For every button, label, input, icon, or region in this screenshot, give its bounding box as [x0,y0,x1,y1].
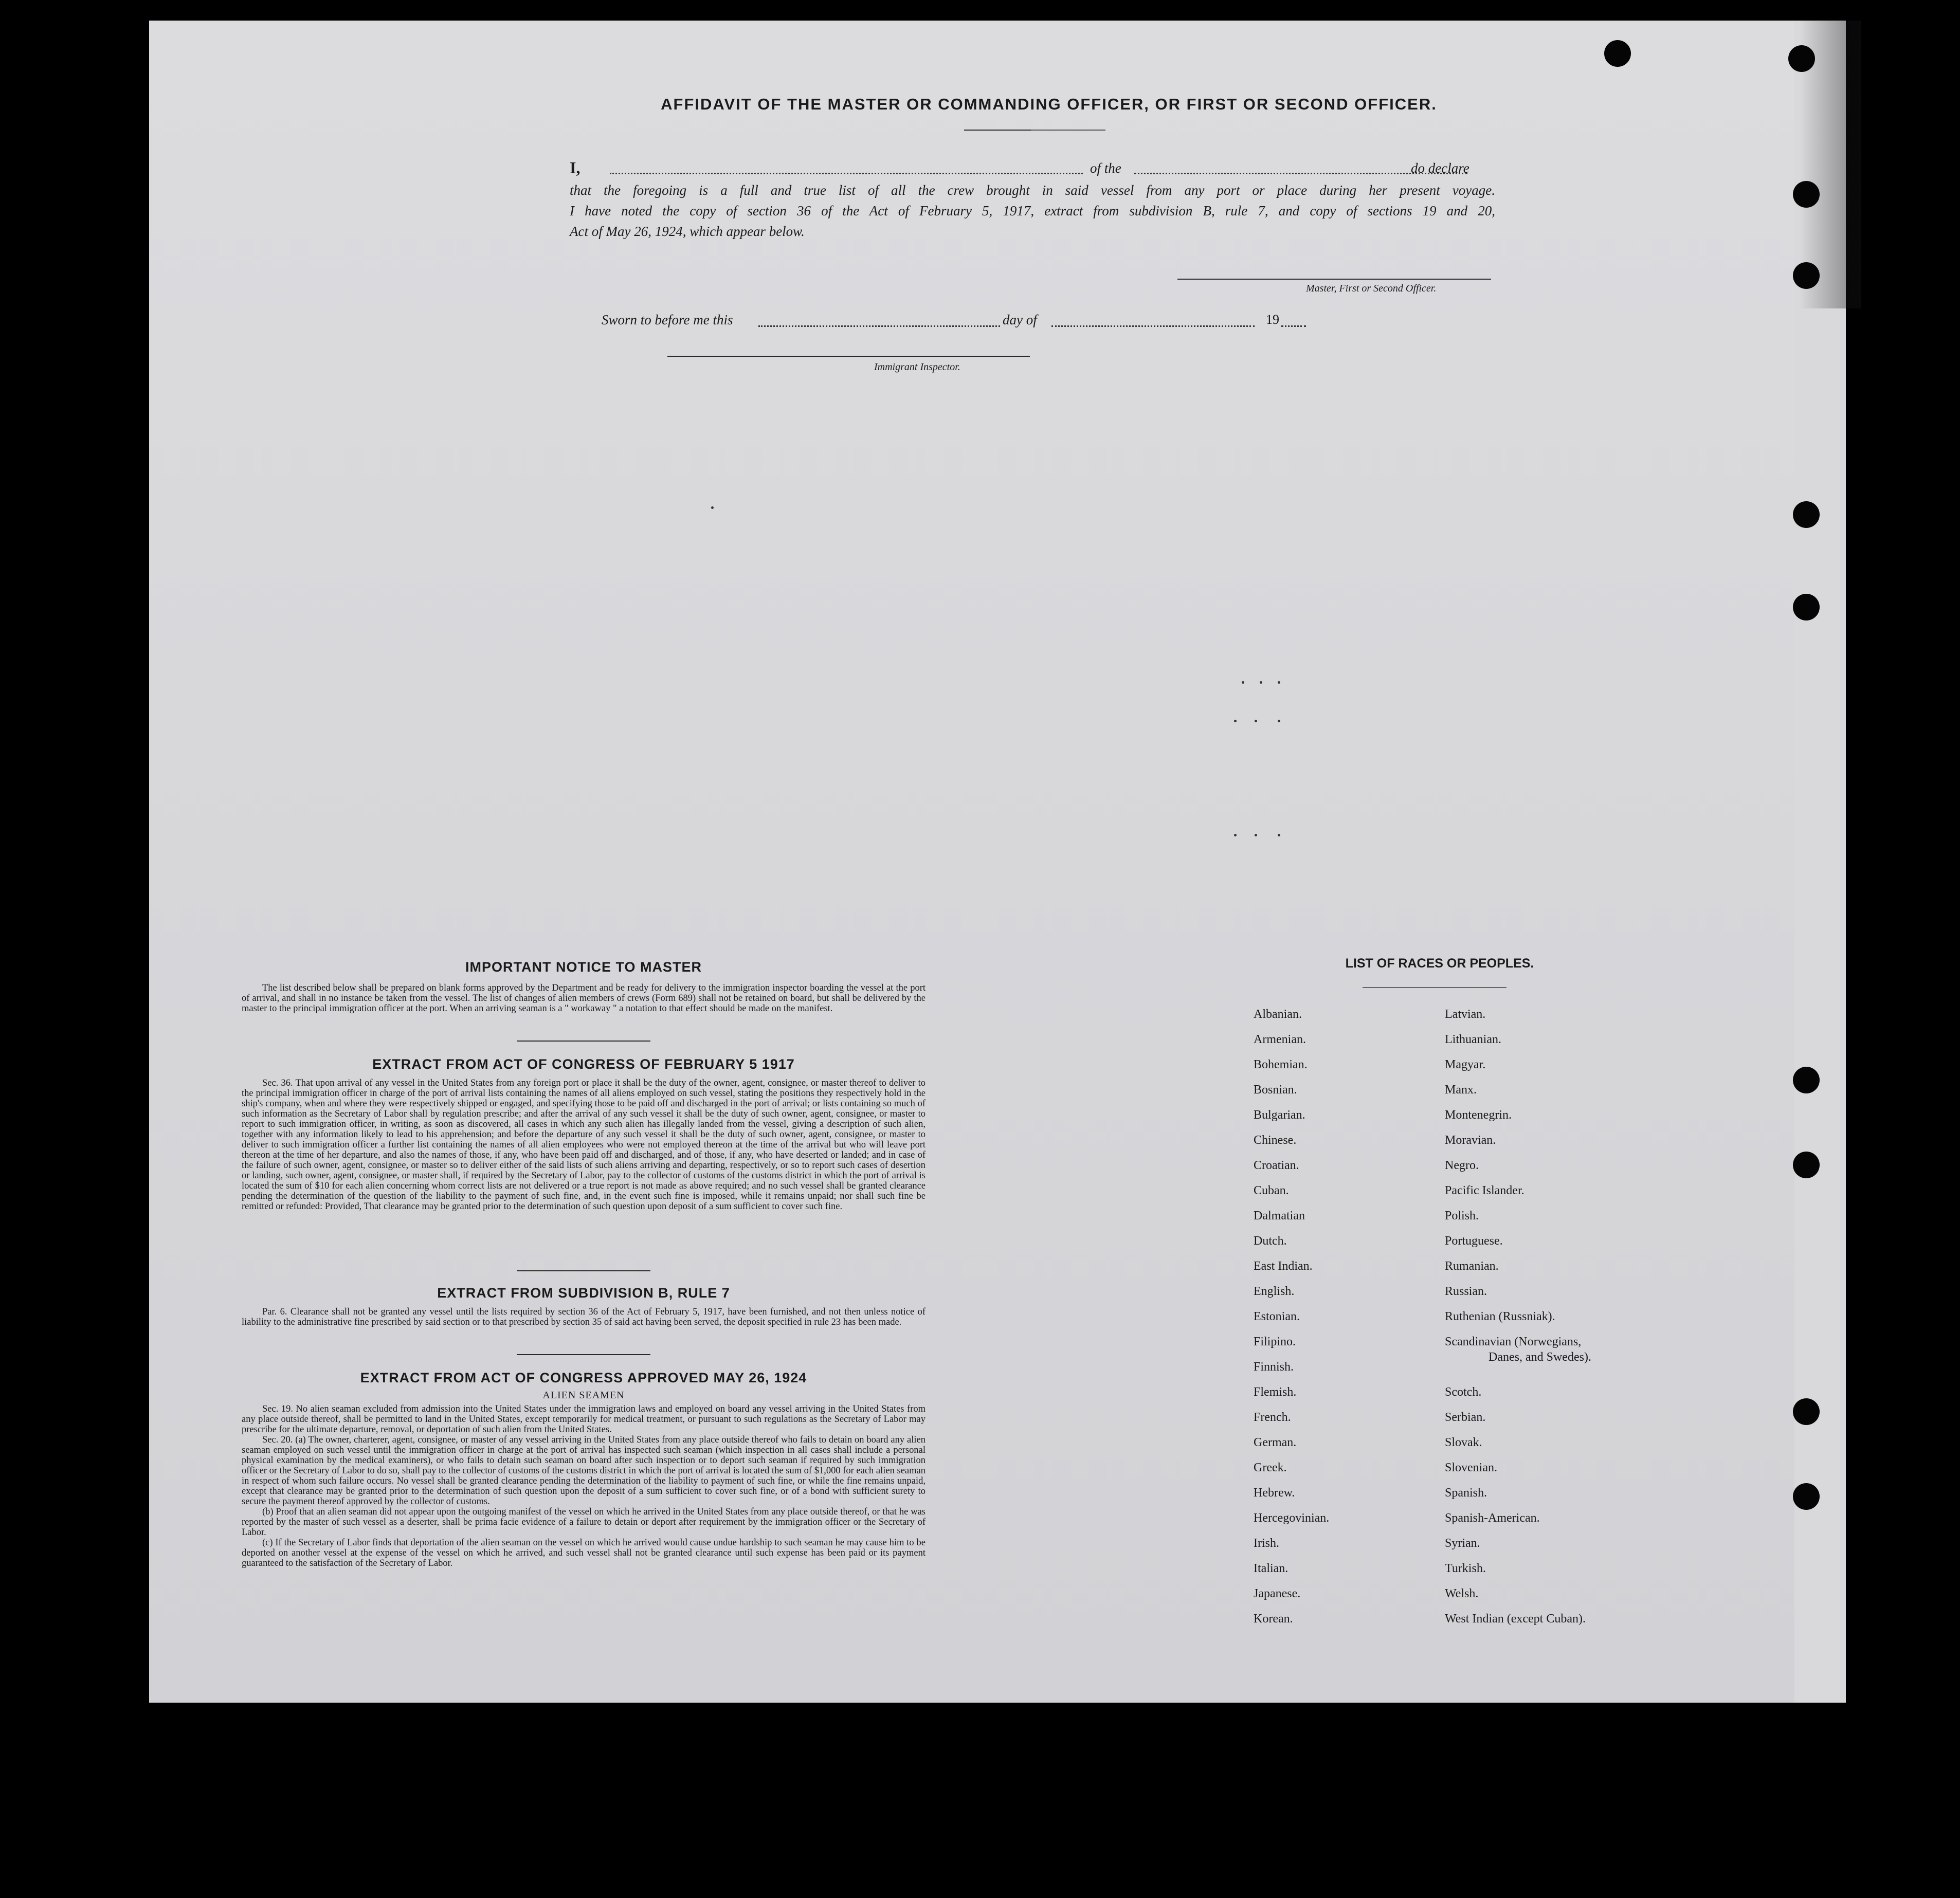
officer-signature-label: Master, First or Second Officer. [1306,283,1437,294]
affidavit-statement [570,180,1495,242]
race-item: Irish. [1254,1537,1279,1550]
section-20a-paragraph: Sec. 20. (a) The owner, charterer, agent, consignee, or master of any vessel arriving in the United States from any place outside thereof who fails to detain on board any alien seaman employed on such vessel until the immigration officer in charge at the port of arrival has inspected such seaman (which inspection in all cases shall include a personal physical examination by the medical examiners), or who fails to detain such seaman on board after such inspection or to deport such seaman if required by such immigration officer or the Secretary of Labor to do so, shall pay to the collector of customs of the customs district in which the port of arrival is located the sum of $1,000 for each alien seaman in respect of whom such failure occurs. No vessel shall be granted clearance pending the determination of the liability to payment of such fine, or while the fine remains unpaid, except that clearance may be granted prior to the determination of such question upon the deposit of a sum sufficient to cover such fine, or of a bond with sufficient surety to secure the payment thereof approved by the collector of customs. [242,1435,925,1507]
section-20c-paragraph: (c) If the Secretary of Labor finds that deportation of the alien seaman on the vessel on which he arrived would cause undue hardship to such seaman he may cause him to be deported on another vessel at the expense of the vessel on which he arrived, and such vessel shall not be granted clearance until such expense has been paid or its payment guaranteed to the satisfaction of the Secretary of Labor. [242,1538,925,1568]
race-item: Bulgarian. [1254,1108,1305,1122]
extract-1924-title: EXTRACT FROM ACT OF CONGRESS APPROVED MAY 26, 1924 [360,1370,807,1385]
race-item: East Indian. [1254,1260,1313,1273]
notice-text [242,983,925,1014]
race-item: Ruthenian (Russniak). [1445,1310,1555,1323]
inspector-label: Immigrant Inspector. [874,361,960,373]
race-item-continuation: Danes, and Swedes). [1489,1350,1591,1364]
race-item: Korean. [1254,1612,1293,1626]
race-item: English. [1254,1285,1295,1298]
divider [517,1270,650,1271]
extract-rule7-title: EXTRACT FROM SUBDIVISION B, RULE 7 [437,1285,730,1301]
race-item: Croatian. [1254,1159,1299,1172]
race-item: Dalmatian [1254,1209,1305,1222]
sworn-month-field[interactable] [1051,325,1255,327]
race-item: Magyar. [1445,1058,1486,1071]
race-item: Albanian. [1254,1008,1302,1021]
punch-hole [1793,1152,1820,1178]
race-item: Spanish. [1445,1486,1487,1500]
affidavit-declaration-line [570,158,1495,179]
race-item: Serbian. [1445,1411,1486,1424]
affidavit-title: AFFIDAVIT OF THE MASTER OR COMMANDING OFFICER, OR FIRST OR SECOND OFFICER. [661,95,1437,113]
race-item: Pacific Islander. [1445,1184,1525,1197]
punch-hole [1793,1398,1820,1425]
race-item: West Indian (except Cuban). [1445,1612,1586,1626]
year-prefix: 19 [1266,312,1279,327]
race-item: Negro. [1445,1159,1479,1172]
race-item: Italian. [1254,1562,1288,1575]
race-item: Flemish. [1254,1385,1297,1399]
race-item: Rumanian. [1445,1260,1499,1273]
affidavit-line: I have noted the copy of section 36 of the Act of February 5, 1917, extract from subdivision B, rule 7, and copy of sections 19 and 20, [570,203,1495,218]
officer-signature-line[interactable] [1177,279,1491,280]
race-item: Japanese. [1254,1587,1301,1600]
day-of-label: day of [1003,312,1037,327]
race-item: Finnish. [1254,1360,1294,1374]
race-item: Greek. [1254,1461,1287,1474]
sworn-day-field[interactable] [758,325,1000,327]
race-item: Turkish. [1445,1562,1486,1575]
race-item: Slovak. [1445,1436,1482,1449]
race-item: German. [1254,1436,1297,1449]
inspector-signature-line[interactable] [667,356,1030,357]
declarant-label: I, [570,158,580,177]
race-item: Portuguese. [1445,1234,1503,1248]
race-item: Scotch. [1445,1385,1482,1399]
race-item: Syrian. [1445,1537,1480,1550]
race-item: Montenegrin. [1445,1108,1512,1122]
punch-hole [1793,262,1820,289]
race-item: Dutch. [1254,1234,1287,1248]
race-item: Bosnian. [1254,1083,1297,1097]
divider [517,1354,650,1355]
race-item: Chinese. [1254,1134,1297,1147]
race-item: Manx. [1445,1083,1477,1097]
race-item: Filipino. [1254,1335,1296,1348]
do-declare-label: do declare [1411,160,1469,176]
punch-hole [1793,1067,1820,1093]
sworn-year-field[interactable] [1281,325,1306,327]
race-item: Armenian. [1254,1033,1306,1046]
punch-hole [1788,45,1815,72]
race-item: Hercegovinian. [1254,1511,1330,1525]
punch-hole [1793,1483,1820,1510]
punch-hole [1793,594,1820,620]
par-6-paragraph: Par. 6. Clearance shall not be granted any vessel until the lists required by section 36 of the Act of February 5, 1917, have been furnished, and not then unless notice of liability to the administrative fine prescribed by said section or to that prescribed by section 35 of said act having been served, the deposit specified in rule 23 has been made. [242,1307,925,1327]
of-the-label: of the [1090,160,1121,176]
extract-1917-title: EXTRACT FROM ACT OF CONGRESS OF FEBRUARY 5 1917 [372,1056,795,1072]
races-title: LIST OF RACES OR PEOPLES. [1345,956,1534,971]
race-item: Lithuanian. [1445,1033,1501,1046]
section-19-paragraph: Sec. 19. No alien seaman excluded from admission into the United States under the immigration laws and employed on board any vessel arriving in the United States from any place outside thereof, shall be permitted to land in the United States, except temporarily for medical treatment, or pursuant to such regulations as the Secretary of Labor may prescribe for the ultimate departure, removal, or deportation of such alien from the United States. [242,1404,925,1435]
race-item: Latvian. [1445,1008,1486,1021]
sworn-label: Sworn to before me this [602,312,733,327]
race-item: Scandinavian (Norwegians, [1445,1335,1582,1348]
race-item: Polish. [1445,1209,1479,1222]
race-item: Moravian. [1445,1134,1496,1147]
section-20b-paragraph: (b) Proof that an alien seaman did not appear upon the outgoing manifest of the vessel on which he arrived in the United States from any place outside thereof, or that he was reported by the master of such vessel as a deserter, shall be prima facie evidence of a failure to detain or deport after requirement by the immigration officer or the Secretary of Labor. [242,1507,925,1538]
section-36-paragraph: Sec. 36. That upon arrival of any vessel in the United States from any foreign port or place it shall be the duty of the owner, agent, consignee, or master thereof to deliver to the principal immigration officer in charge of the port of arrival lists containing the names of all aliens employed on such vessel, stating the positions they respectively hold in the ship's company, when and where they were respectively shipped or engaged, and specifying those to be paid off and discharged in the port of arrival; or lists containing so much of such information as the Secretary of Labor shall by regulation prescribe; and after the arrival of any such vessel it shall be the duty of such owner, agent, consignee, or master to report to such immigration officer, in writing, as soon as discovered, all cases in which any such alien has illegally landed from the vessel, giving a description of such alien, together with any information likely to lead to his apprehension; and before the departure of any such vessel it shall be the duty of such owner, agent, consignee, or master to deliver to such immigration officer a further list containing the names of all alien employees who were not employed thereon at the time of the arrival but who will leave port thereon at the time of her departure, and also the names of those, if any, who have been paid off and discharged, and of those, if any, who have deserted or landed; and in case of the failure of such owner, agent, consignee, or master so to deliver either of the said lists of such aliens arriving and departing, respectively, or so to report such cases of desertion or landing, such owner, agent, consignee, or master shall, if required by the Secretary of Labor, pay to the collector of customs of the customs district in which the port of arrival is located the sum of $10 for each alien concerning whom correct lists are not delivered or a true report is not made as above required; and no such vessel shall be granted clearance pending the determination of the question of the liability to the payment of such fine, and, in the event such fine is imposed, while it remains unpaid; nor shall such fine be remitted or refunded: Provided, That clearance may be granted prior to the determination of such question upon deposit of a sum sufficient to cover such fine. [242,1078,925,1212]
race-item: Bohemian. [1254,1058,1308,1071]
notice-title: IMPORTANT NOTICE TO MASTER [465,959,702,975]
affidavit-line: Act of May 26, 1924, which appear below. [570,224,805,239]
sworn-line [602,311,1321,332]
declarant-name-field[interactable] [610,173,1083,174]
divider [1363,987,1507,988]
extract-1924-text [242,1404,925,1568]
extract-1917-text [242,1078,925,1212]
race-item: Estonian. [1254,1310,1300,1323]
race-item: French. [1254,1411,1291,1424]
alien-seamen-subtitle: ALIEN SEAMEN [542,1390,625,1401]
affidavit-line: that the foregoing is a full and true list of all the crew brought in said vessel from any port or place during her present voyage. [570,182,1495,198]
punch-hole [1793,181,1820,208]
notice-paragraph: The list described below shall be prepared on blank forms approved by the Department and be ready for delivery to the immigration inspector boarding the vessel at the port of arrival, and shall in no instance be taken from the vessel. The list of changes of alien members of crews (Form 689) shall not be retained on board, but shall be delivered by the master to the principal immigration officer at the port. When an arriving seaman is a " workaway " a notation to that effect should be made on the manifest. [242,983,925,1014]
race-item: Cuban. [1254,1184,1289,1197]
extract-rule7-text [242,1307,925,1327]
race-item: Slovenian. [1445,1461,1497,1474]
divider [517,1041,650,1042]
race-item: Welsh. [1445,1587,1479,1600]
punch-hole [1604,40,1631,67]
race-item: Russian. [1445,1285,1487,1298]
race-item: Spanish-American. [1445,1511,1540,1525]
race-item: Hebrew. [1254,1486,1295,1500]
punch-hole [1793,501,1820,528]
